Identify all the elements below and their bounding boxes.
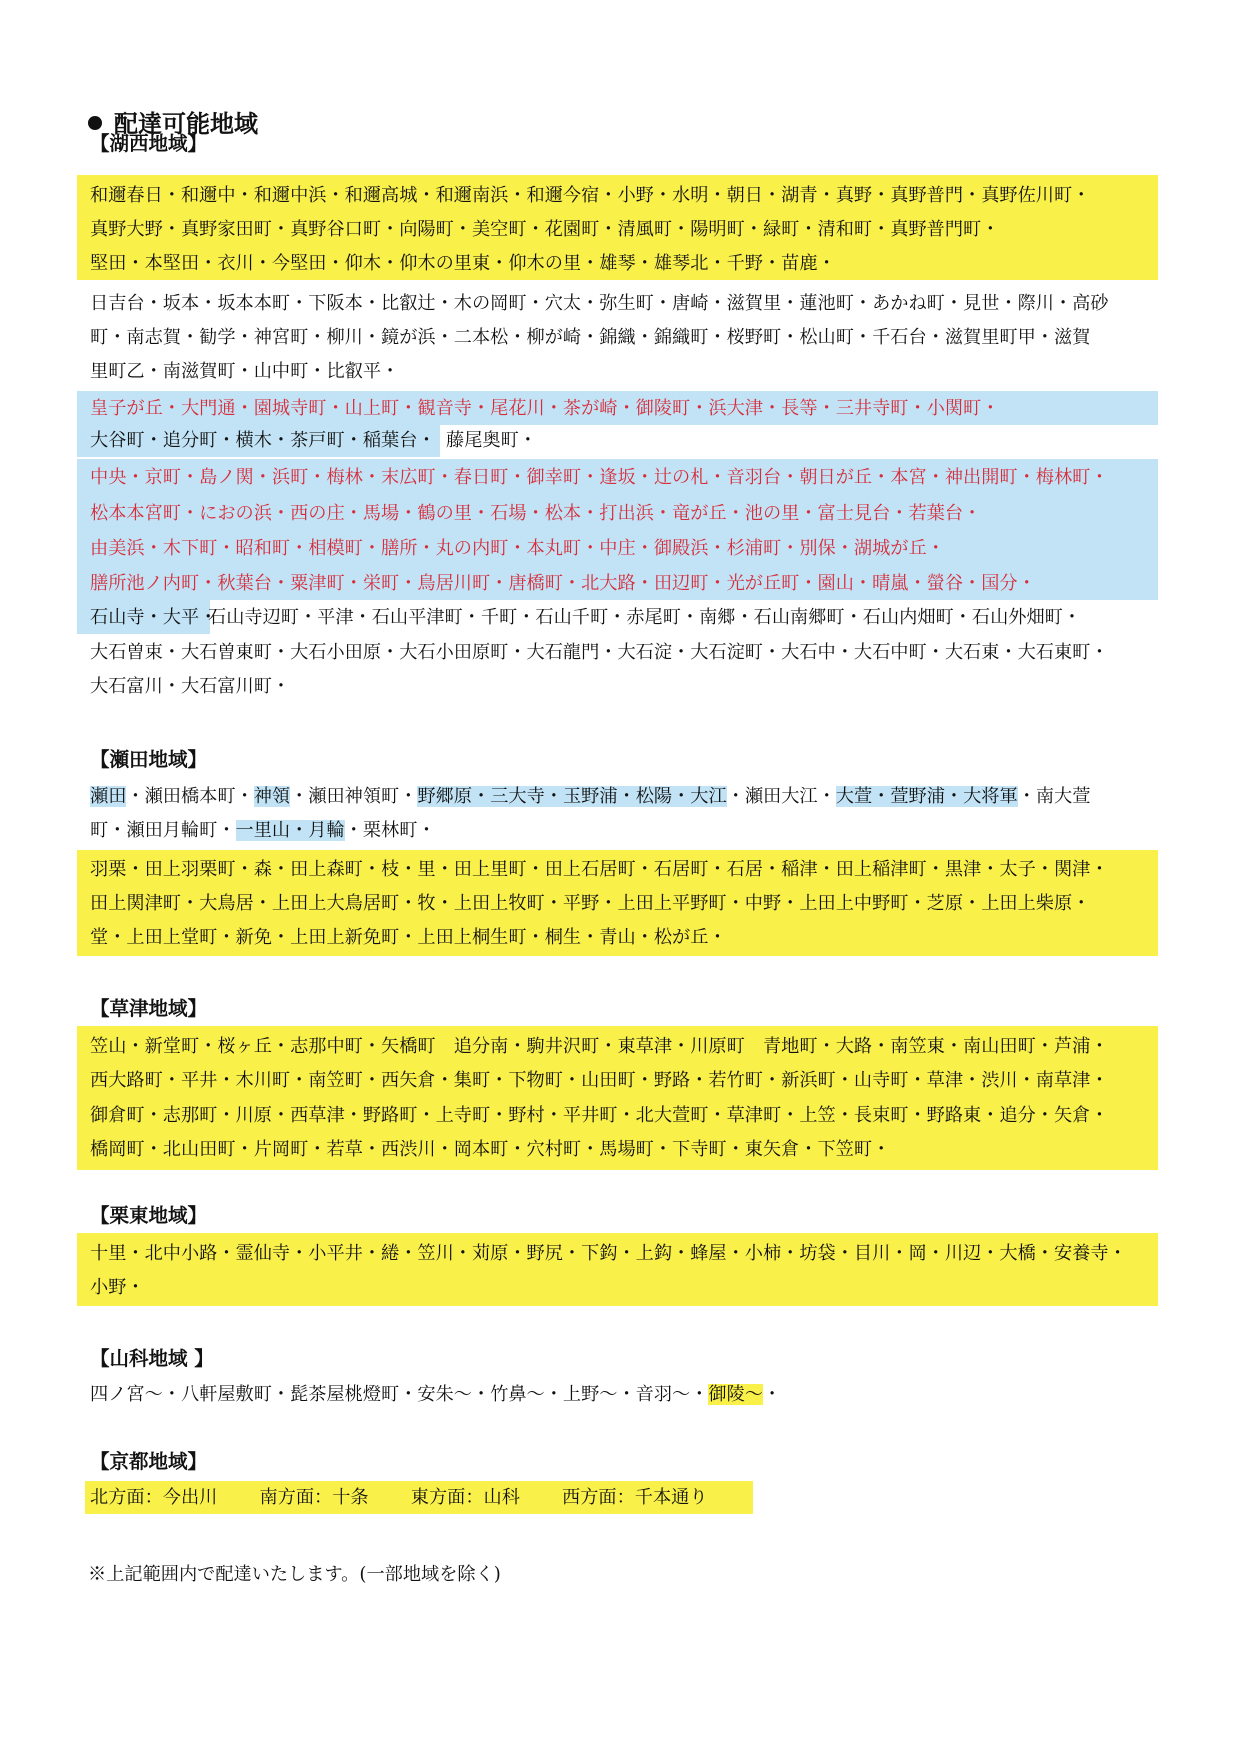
seta-seg: 町・瀬田月輪町・ xyxy=(90,820,236,841)
kyoto-heading: 【京都地域】 xyxy=(90,1450,208,1473)
seta-line-3: 羽栗・田上羽栗町・森・田上森町・枝・里・田上里町・田上石居町・石居町・石居・稲津・田上稲津町・黒津・太子・関津・ xyxy=(90,859,1109,880)
kosei-heading: 【湖西地域】 xyxy=(90,132,208,155)
kosei-line-13b: 石山寺辺町・平津・石山平津町・千町・石山千町・赤尾町・南郷・石山南郷町・石山内畑町・石山外畑町・ xyxy=(208,607,1082,628)
footnote: ※上記範囲内で配達いたします。(一部地域を除く) xyxy=(88,1564,501,1585)
kosei-line-10: 松本本宮町・におの浜・西の庄・馬場・鶴の里・石場・松本・打出浜・竜が丘・池の里・富士見台・若葉台・ xyxy=(90,503,982,524)
kosei-line-11: 由美浜・木下町・昭和町・相模町・膳所・丸の内町・本丸町・中庄・御殿浜・杉浦町・別保・湖城が丘・ xyxy=(90,538,945,559)
seta-seg-blue: 一里山・月輪 xyxy=(235,820,345,841)
seta-line-5: 堂・上田上堂町・新免・上田上新免町・上田上桐生町・桐生・青山・松が丘・ xyxy=(90,927,727,948)
seta-seg: ・瀬田大江・ xyxy=(726,786,836,807)
kusatsu-line-1: 笠山・新堂町・桜ヶ丘・志那中町・矢橋町 追分南・駒井沢町・東草津・川原町 青地町・大路・南笠東・南山田町・芦浦・ xyxy=(90,1036,1109,1057)
yamashina-tail: ・ xyxy=(762,1384,782,1405)
kusatsu-line-2: 西大路町・平井・木川町・南笠町・西矢倉・集町・下物町・山田町・野路・若竹町・新浜町・山寺町・草津・渋川・南草津・ xyxy=(90,1070,1109,1091)
yamashina-line xyxy=(90,1377,781,1413)
kusatsu-line-4: 橋岡町・北山田町・片岡町・若草・西渋川・岡本町・穴村町・馬場町・下寺町・東矢倉・下笠町・ xyxy=(90,1139,891,1160)
seta-seg: ・南大萱 xyxy=(1017,786,1091,807)
seta-seg-blue: 野郷原・三大寺・玉野浦・松陽・大江 xyxy=(417,786,727,807)
seta-heading: 【瀬田地域】 xyxy=(90,748,208,771)
yamashina-text: 四ノ宮～・八軒屋敷町・髭茶屋桃燈町・安朱～・竹鼻～・上野～・音羽～・ xyxy=(90,1384,709,1405)
kosei-line-6: 里町乙・南滋賀町・山中町・比叡平・ xyxy=(90,361,400,382)
rittou-line-2: 小野・ xyxy=(90,1277,145,1298)
seta-line-4: 田上関津町・大鳥居・上田上大鳥居町・牧・上田上牧町・平野・上田上平野町・中野・上田上中野町・芝原・上田上柴原・ xyxy=(90,893,1091,914)
rittou-line-1: 十里・北中小路・霊仙寺・小平井・綣・笠川・苅原・野尻・下鈎・上鈎・蜂屋・小柿・坊袋・目川・岡・川辺・大橋・安養寺・ xyxy=(90,1243,1127,1264)
rittou-heading: 【栗東地域】 xyxy=(90,1204,208,1227)
yamashina-highlight: 御陵～ xyxy=(708,1384,763,1405)
kosei-line-12: 膳所池ノ内町・秋葉台・粟津町・栄町・鳥居川町・唐橋町・北大路・田辺町・光が丘町・園山・晴嵐・螢谷・国分・ xyxy=(90,573,1036,594)
seta-seg-blue: 大萱・萱野浦・大将軍 xyxy=(835,786,1018,807)
kosei-line-7: 皇子が丘・大門通・園城寺町・山上町・観音寺・尾花川・茶が崎・御陵町・浜大津・長等・三井寺町・小関町・ xyxy=(90,398,1000,419)
kusatsu-line-3: 御倉町・志那町・川原・西草津・野路町・上寺町・野村・平井町・北大萱町・草津町・上笠・長束町・野路東・追分・矢倉・ xyxy=(90,1105,1109,1126)
kosei-line-8b: 藤尾奥町・ xyxy=(446,430,537,451)
kusatsu-heading: 【草津地域】 xyxy=(90,997,208,1020)
kosei-line-9: 中央・京町・島ノ関・浜町・梅林・末広町・春日町・御幸町・逢坂・辻の札・音羽台・朝日が丘・本宮・神出開町・梅林町・ xyxy=(90,467,1109,488)
kosei-line-1: 和邇春日・和邇中・和邇中浜・和邇高城・和邇南浜・和邇今宿・小野・水明・朝日・湖青・真野・真野普門・真野佐川町・ xyxy=(90,185,1091,206)
seta-line-2 xyxy=(90,813,436,849)
kosei-line-14: 大石曽束・大石曽東町・大石小田原・大石小田原町・大石龍門・大石淀・大石淀町・大石中・大石中町・大石東・大石東町・ xyxy=(90,642,1109,663)
kosei-line-2: 真野大野・真野家田町・真野谷口町・向陽町・美空町・花園町・清風町・陽明町・緑町・清和町・真野普門町・ xyxy=(90,219,1000,240)
seta-seg-blue: 瀬田 xyxy=(90,786,127,807)
page-title-text: 配達可能地域 xyxy=(114,110,258,138)
seta-line-1 xyxy=(90,779,1090,815)
kosei-line-3: 堅田・本堅田・衣川・今堅田・仰木・仰木の里東・仰木の里・雄琴・雄琴北・千野・苗鹿・ xyxy=(90,253,836,274)
kosei-line-13a: 石山寺・大平・ xyxy=(90,607,218,628)
seta-seg-blue: 神領 xyxy=(253,786,291,807)
seta-seg: ・瀬田神領町・ xyxy=(290,786,418,807)
kosei-line-8: 大谷町・追分町・横木・茶戸町・稲葉台・ xyxy=(90,430,436,451)
kosei-line-4: 日吉台・坂本・坂本本町・下阪本・比叡辻・木の岡町・穴太・弥生町・唐崎・滋賀里・蓮池町・あかね町・見世・際川・高砂 xyxy=(90,293,1109,314)
seta-seg: ・瀬田橋本町・ xyxy=(126,786,254,807)
yamashina-heading: 【山科地域 】 xyxy=(90,1347,214,1370)
kosei-line-15: 大石富川・大石富川町・ xyxy=(90,676,291,697)
kosei-line-5: 町・南志賀・勧学・神宮町・柳川・鏡が浜・二本松・柳が崎・錦織・錦織町・桜野町・松山町・千石台・滋賀里町甲・滋賀 xyxy=(90,327,1091,348)
kyoto-line: 北方面：今出川 南方面：十条 東方面：山科 西方面：千本通り xyxy=(90,1487,708,1508)
seta-seg: ・栗林町・ xyxy=(344,820,436,841)
